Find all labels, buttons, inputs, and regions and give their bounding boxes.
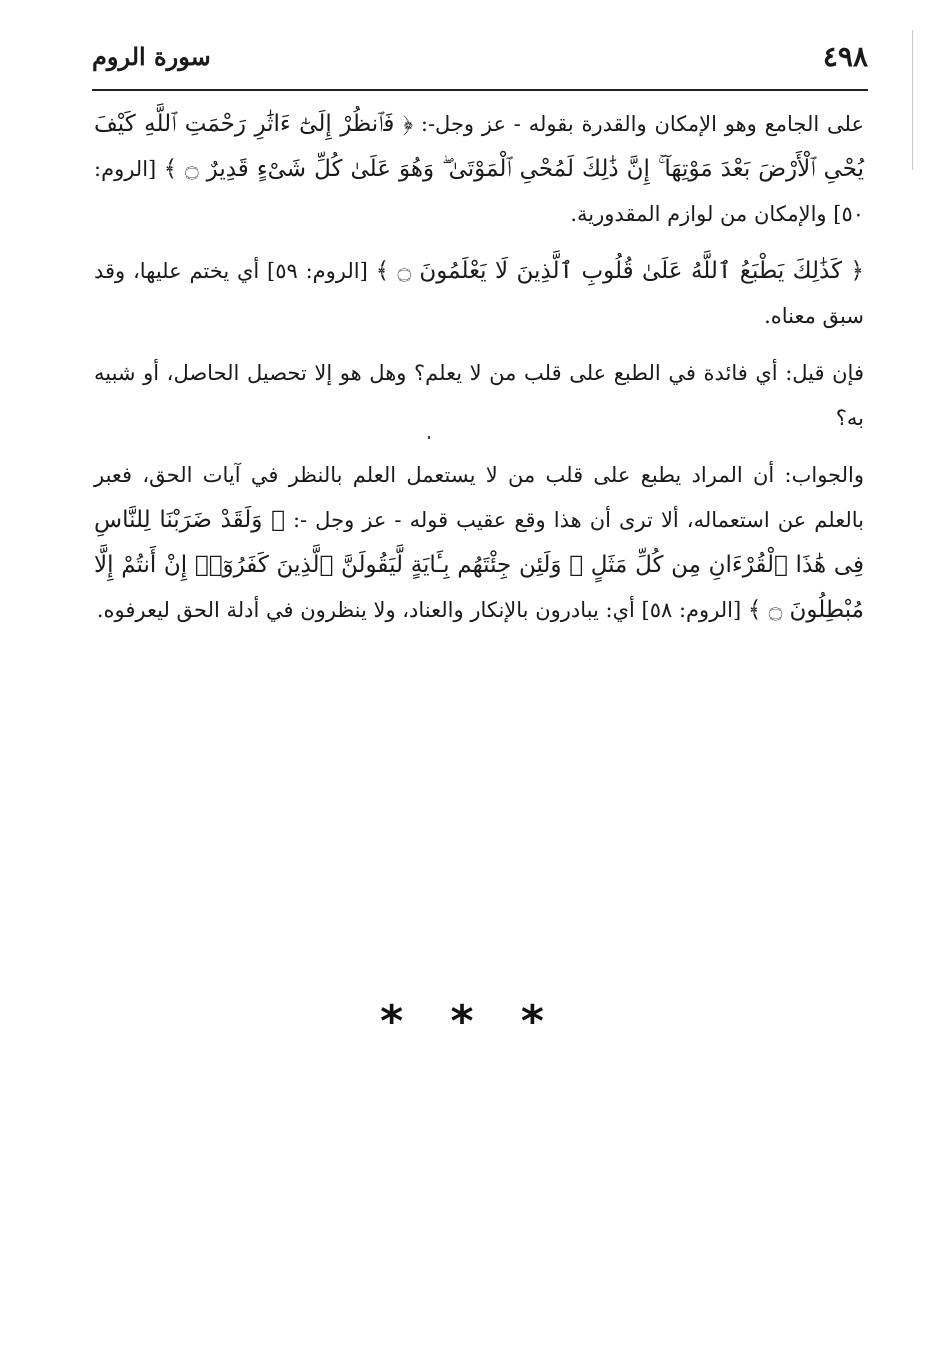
- quran-verse: ﴿ فَٱنظُرْ إِلَىٰٓ ءَاثَٰرِ رَحْمَتِ ٱللَّهِ كَيْفَ يُحْىِ ٱلْأَرْضَ بَعْدَ مَوْتِهَآ ۚ إِنَّ ذَٰلِكَ لَمُحْىِ ٱلْمَوْتَىٰ ۖ وَهُوَ عَلَىٰ كُلِّ شَىْءٍ قَدِيرٌ ۝ ﴾: [94, 111, 864, 182]
- quran-verse: ﴿ وَلَقَدْ ضَرَبْنَا لِلنَّاسِ فِى هَٰذَا ٱلْقُرْءَانِ مِن كُلِّ مَثَلٍ ۚ وَلَئِن جِئْتَهُم بِـَٔايَةٍ لَّيَقُولَنَّ ٱلَّذِينَ كَفَرُوٓا۟ إِنْ أَنتُمْ إِلَّا مُبْطِلُونَ ۝ ﴾: [94, 507, 864, 623]
- page-number: ٤٩٨: [822, 40, 868, 73]
- header-rule: [92, 89, 868, 91]
- scan-speck: [428, 436, 430, 439]
- paragraph-text: فإن قيل: أي فائدة في الطبع على قلب من لا يعلم؟ وهل هو إلا تحصيل الحاصل، أو شبيه به؟: [94, 361, 864, 430]
- paragraph-2: [94, 249, 864, 339]
- quran-verse: ﴿ كَذَٰلِكَ يَطْبَعُ ٱللَّهُ عَلَىٰ قُلُوبِ ٱلَّذِينَ لَا يَعْلَمُونَ ۝ ﴾: [375, 258, 864, 284]
- page-body: [94, 102, 864, 645]
- paragraph-3: [94, 351, 864, 441]
- scan-margin-line: [912, 30, 913, 170]
- paragraph-text: والجواب: أن المراد يطبع على قلب من لا يستعمل العلم بالنظر في آيات الحق، فعبر بالعلم عن استعماله، ألا ترى أن هذا وقع عقيب قوله - عز وجل -:: [94, 463, 864, 532]
- paragraph-text: [الروم: ٥٠] والإمكان من لوازم المقدورية.: [94, 157, 864, 226]
- section-divider: * * *: [380, 996, 560, 1047]
- paragraph-text: [الروم: ٥٩] أي يختم عليها، وقد سبق معناه.: [94, 259, 864, 328]
- paragraph-text: على الجامع وهو الإمكان والقدرة بقوله - عز وجل-:: [413, 112, 864, 136]
- page-header: [92, 38, 868, 86]
- surah-title: سورة الروم: [92, 42, 211, 71]
- paragraph-4: [94, 453, 864, 633]
- paragraph-1: [94, 102, 864, 237]
- paragraph-text: [الروم: ٥٨] أي: يبادرون بالإنكار والعناد، ولا ينظرون في أدلة الحق ليعرفوه.: [96, 598, 748, 622]
